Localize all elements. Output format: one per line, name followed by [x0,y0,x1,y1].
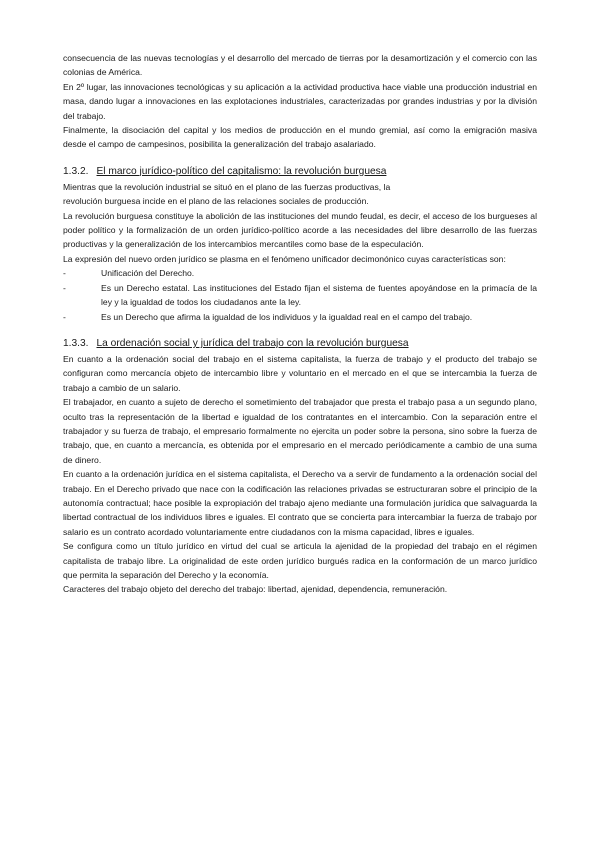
section-number: 1.3.2. [63,165,89,177]
body-paragraph: El trabajador, en cuanto a sujeto de derecho el sometimiento del trabajador que presta el trabajo pasa a un segundo plano, oculto tras la representación de la libertad e igualdad de los contratantes en el intercambio. Con la separación entre el trabajador y su fuerza de trabajo, el empresario formalmente no ejercita un poder sobre la persona, sino sobre la fuerza de trabajo, que, en cuanto a mercancía, es obtenida por el empresario en el mercado periódicamente a cambio de una suma de dinero. [63,397,537,465]
list-item [63,281,537,310]
list-item [63,266,537,280]
section-title: El marco jurídico-político del capitalismo: la revolución burguesa [96,165,387,177]
body-paragraph: La expresión del nuevo orden jurídico se plasma en el fenómeno unificador decimonónico cuyas características son: [63,253,506,264]
bullet-dash: - [63,282,66,293]
intro-paragraph: Finalmente, la disociación del capital y los medios de producción en el mundo gremial, así como la emigración masiva desde el campo de campesinos, posibilita la generalización del trabajo asalariado. [63,125,537,150]
section-number: 1.3.3. [63,337,89,349]
list-item-text: Unificación del Derecho. [101,268,195,279]
body-paragraph: revolución burguesa incide en el plano de las relaciones sociales de producción. [63,196,369,207]
section-heading-1-3-2 [63,165,537,179]
list-item [63,310,537,324]
body-paragraph: Mientras que la revolución industrial se situó en el plano de las fuerzas productivas, la [63,181,391,192]
list-item-text: Es un Derecho estatal. Las instituciones del Estado fijan el sistema de fuentes apoyándose en la primacía de la ley y la igualdad de todos los ciudadanos ante la ley. [101,282,537,308]
section-title: La ordenación social y jurídica del trabajo con la revolución burguesa [96,337,409,349]
intro-paragraph: En 2º lugar, las innovaciones tecnológicas y su aplicación a la actividad productiva hace viable una producción industrial en masa, dando lugar a innovaciones en las explotaciones industriales, caracterizadas por grandes industrias y por la división del trabajo. [63,81,537,121]
list-item-text: Es un Derecho que afirma la igualdad de los individuos y la igualdad real en el campo del trabajo. [101,311,473,322]
body-paragraph: La revolución burguesa constituye la abolición de las instituciones del mundo feudal, es decir, el acceso de los burgueses al poder político y la formalización de un orden jurídico-político acorde a las necesidades del libre desarrollo de las fuerzas productivas y la generalización de los intercambios mercantiles como base de la especulación. [63,210,537,250]
intro-paragraph: consecuencia de las nuevas tecnologías y el desarrollo del mercado de tierras por la desamortización y el comercio con las colonias de América. [63,53,537,78]
section-heading-1-3-3 [63,337,537,351]
body-paragraph: En cuanto a la ordenación jurídica en el sistema capitalista, el Derecho va a servir de fundamento a la ordenación social del trabajo. En el Derecho privado que nace con la codificación las relaciones privadas se estructuraran sobre el principio de la autonomía contractual; hace posible la expropiación del trabajo ajeno mediante una formulación jurídica que salvaguarda la libertad contractual de los individuos libres e iguales. El contrato que se concierta para intercambiar la fuerza de trabajo por salario es un contrato acordado voluntariamente entre ciudadanos con la misma capacidad, libres e iguales. [63,469,537,537]
bullet-dash: - [63,268,66,279]
body-paragraph: Caracteres del trabajo objeto del derecho del trabajo: libertad, ajenidad, dependencia, remuneración. [63,584,448,595]
body-paragraph: Se configura como un título jurídico en virtud del cual se articula la ajenidad de la propiedad del trabajo en el régimen capitalista de trabajo libre. La originalidad de este orden jurídico burgués radica en la conformación de un marco jurídico que permita la separación del Derecho y la economía. [63,541,537,580]
body-paragraph: En cuanto a la ordenación social del trabajo en el sistema capitalista, la fuerza de trabajo y el producto del trabajo se configuran como mercancía objeto de intercambio libre y voluntario en el mercado en el que se intercambia la fuerza de trabajo a cambio de un salario. [63,353,537,393]
bullet-dash: - [63,311,66,322]
